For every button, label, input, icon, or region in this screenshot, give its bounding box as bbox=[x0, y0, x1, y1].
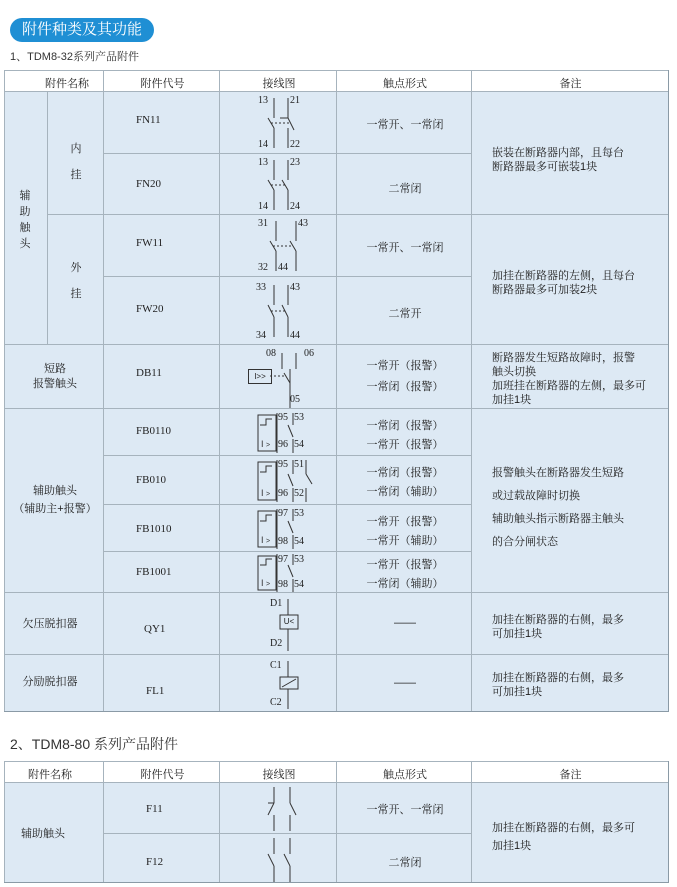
fb1001-code: FB1001 bbox=[136, 566, 172, 578]
fn11-terminal-top-left: 13 bbox=[258, 95, 268, 106]
row-db11-code bbox=[103, 344, 220, 409]
fb1001-terminal-top-right: 53 bbox=[294, 554, 304, 565]
row-db11-diagram bbox=[219, 344, 337, 409]
remark-db-1: 断路器发生短路故障时，报警 bbox=[492, 352, 635, 364]
remark-qy-1: 加挂在断路器的右侧，最多 bbox=[492, 614, 624, 626]
row-fw11-code bbox=[103, 214, 220, 277]
t2-header-contact-cell bbox=[336, 761, 472, 782]
fw20-terminal-top-right: 43 bbox=[290, 282, 300, 293]
qy1-contact: —— bbox=[394, 617, 416, 629]
t2-header-code: 附件代号 bbox=[140, 769, 185, 781]
fb010-contact-2: 一常闭（辅助） bbox=[366, 486, 444, 498]
row-fb1001-diagram bbox=[219, 551, 337, 593]
remark-fb-3: 辅助触头指示断路器主触头 bbox=[492, 513, 624, 525]
remark-fb-1: 报警触头在断路器发生短路 bbox=[492, 467, 624, 479]
fb0110-contact-symbol bbox=[258, 411, 318, 455]
fb0110-contact-2: 一常开（报警） bbox=[366, 439, 444, 451]
row-fb010-code bbox=[103, 455, 220, 505]
remark-db-3: 加班挂在断路器的左侧，最多可 bbox=[492, 380, 646, 392]
row-qy1-code bbox=[103, 592, 220, 655]
t2-header-diagram-cell bbox=[219, 761, 337, 782]
remark-inner-cell bbox=[471, 91, 668, 215]
row-fb0110-code bbox=[103, 408, 220, 456]
fw20-terminal-bottom-right: 44 bbox=[290, 330, 300, 341]
t2-header-diagram: 接线图 bbox=[262, 769, 296, 781]
t2-row-f11-diagram bbox=[219, 782, 337, 834]
row-fl1-code bbox=[103, 654, 220, 711]
db11-box-label: I>> bbox=[254, 372, 266, 381]
fn11-contact-symbol bbox=[266, 98, 306, 148]
db11-terminal-top-right: 06 bbox=[304, 348, 314, 359]
remark-inner-2: 断路器最多可嵌装1块 bbox=[492, 161, 598, 173]
row-fn20-diagram bbox=[219, 153, 337, 215]
row-fn20-code bbox=[103, 153, 220, 215]
fw20-terminal-top-left: 33 bbox=[256, 282, 266, 293]
row-fb1010-code bbox=[103, 504, 220, 552]
remark-fl-2: 可加挂1块 bbox=[492, 686, 543, 698]
qy1-terminal-top: D1 bbox=[270, 598, 283, 609]
remark-outer-cell bbox=[471, 214, 668, 345]
t2-row-f11-contact bbox=[336, 782, 472, 834]
remark-db-cell bbox=[471, 344, 668, 409]
t2-row-f12-diagram bbox=[219, 833, 337, 882]
banner-title: 附件种类及其功能 bbox=[10, 18, 154, 42]
db11-code: DB11 bbox=[136, 367, 162, 379]
undervoltage-name-cell bbox=[4, 592, 104, 655]
fn20-terminal-bottom-left: 14 bbox=[258, 201, 268, 212]
fw11-code: FW11 bbox=[136, 237, 164, 249]
row-qy1-diagram bbox=[219, 592, 337, 655]
t2-f11-contact-symbol bbox=[264, 787, 304, 831]
fb1001-terminal-top-left: 97 bbox=[278, 554, 288, 565]
header-diagram: 接线图 bbox=[262, 78, 296, 90]
outer-mount-label: 外挂 bbox=[70, 262, 82, 300]
svg-text:I: I bbox=[261, 488, 264, 498]
fb1001-terminal-bottom-left: 98 bbox=[278, 579, 288, 590]
fl1-contact: —— bbox=[394, 677, 416, 689]
fb010-code: FB010 bbox=[136, 474, 166, 486]
remark-qy-cell bbox=[471, 592, 668, 655]
alarm-name-line2: 报警触头 bbox=[33, 378, 77, 390]
remark-fb-4: 的合分闸状态 bbox=[492, 536, 558, 548]
section1-title: 1、TDM8-32系列产品附件 bbox=[10, 51, 139, 63]
header-diagram-cell bbox=[219, 70, 337, 91]
t2-header-contact: 触点形式 bbox=[383, 769, 427, 781]
aux-contact-name-cell bbox=[4, 91, 48, 345]
fb1001-terminal-bottom-right: 54 bbox=[294, 579, 304, 590]
t2-remark-cell bbox=[471, 782, 668, 882]
remark-inner-1: 嵌装在断路器内部，且每台 bbox=[492, 147, 624, 159]
remark-db-4: 加挂1块 bbox=[492, 394, 532, 406]
fb010-contact-1: 一常闭（报警） bbox=[366, 467, 444, 479]
db11-contact-1: 一常开（报警） bbox=[366, 360, 444, 372]
fw11-contact-symbol bbox=[266, 221, 312, 271]
remark-fb-cell bbox=[471, 408, 668, 593]
fl1-terminal-top: C1 bbox=[270, 660, 282, 671]
fb1010-terminal-top-right: 53 bbox=[294, 508, 304, 519]
row-fw20-diagram bbox=[219, 276, 337, 345]
alarm-name-line1: 短路 bbox=[44, 363, 66, 375]
fb0110-terminal-bottom-right: 54 bbox=[294, 439, 304, 450]
fw20-contact-symbol bbox=[266, 285, 306, 337]
row-fn11-contact bbox=[336, 91, 472, 154]
fb1001-contact-symbol bbox=[258, 553, 318, 593]
db11-contact-2: 一常闭（报警） bbox=[366, 381, 444, 393]
fw20-terminal-bottom-left: 34 bbox=[256, 330, 266, 341]
row-qy1-contact bbox=[336, 592, 472, 655]
aux-alarm-name-line1: 辅助触头 bbox=[33, 485, 77, 497]
svg-text:I: I bbox=[261, 535, 264, 545]
header-contact: 触点形式 bbox=[383, 78, 427, 90]
row-fb010-contact bbox=[336, 455, 472, 505]
row-fw11-contact bbox=[336, 214, 472, 277]
t2-header-name: 附件名称 bbox=[28, 769, 72, 781]
row-fb1001-code bbox=[103, 551, 220, 593]
svg-text:>: > bbox=[266, 538, 271, 545]
fn20-contact-symbol bbox=[266, 160, 306, 210]
fn20-code: FN20 bbox=[136, 178, 162, 190]
db11-terminal-bottom: 05 bbox=[290, 394, 300, 405]
t2-aux-name: 辅助触头 bbox=[21, 828, 65, 840]
header-contact-cell bbox=[336, 70, 472, 91]
t2-f11-code: F11 bbox=[146, 803, 163, 815]
t2-remark-1: 加挂在断路器的右侧，最多可 bbox=[492, 822, 635, 834]
remark-qy-2: 可加挂1块 bbox=[492, 628, 543, 640]
db11-terminal-top-left: 08 bbox=[266, 348, 276, 359]
fb010-terminal-bottom-right: 52 bbox=[294, 488, 304, 499]
fb0110-code: FB0110 bbox=[136, 425, 172, 437]
fl1-terminal-bottom: C2 bbox=[270, 697, 282, 708]
fw20-contact: 二常开 bbox=[388, 308, 422, 320]
t2-header-remark-cell bbox=[471, 761, 668, 782]
fb010-terminal-top-right: 51 bbox=[294, 459, 304, 470]
shunt-release-name-cell bbox=[4, 654, 104, 711]
fb0110-terminal-top-left: 95 bbox=[278, 412, 288, 423]
svg-text:>: > bbox=[266, 581, 271, 588]
fw11-terminal-bottom-left: 32 bbox=[258, 262, 268, 273]
fb1010-code: FB1010 bbox=[136, 523, 172, 535]
section2-title: 2、TDM8-80 系列产品附件 bbox=[10, 736, 179, 752]
remark-db-2: 触头切换 bbox=[492, 366, 536, 378]
fw11-terminal-top-left: 31 bbox=[258, 218, 268, 229]
fb1010-terminal-bottom-right: 54 bbox=[294, 536, 304, 547]
fl1-code: FL1 bbox=[146, 685, 165, 697]
fb010-terminal-bottom-left: 96 bbox=[278, 488, 288, 499]
t2-f11-contact: 一常开、一常闭 bbox=[366, 804, 444, 816]
t2-aux-name-cell bbox=[4, 782, 104, 882]
qy1-code: QY1 bbox=[144, 623, 166, 635]
svg-text:I: I bbox=[261, 578, 264, 588]
t2-row-f12-contact bbox=[336, 833, 472, 882]
row-fl1-diagram bbox=[219, 654, 337, 711]
fn11-terminal-bottom-left: 14 bbox=[258, 139, 268, 150]
row-fb1001-contact bbox=[336, 551, 472, 593]
qy1-box-label: U< bbox=[283, 617, 295, 626]
db11-trip-box bbox=[248, 369, 272, 384]
fb1010-contact-symbol bbox=[258, 507, 318, 551]
aux-contact-name: 辅助触头 bbox=[19, 190, 31, 250]
remark-fl-1: 加挂在断路器的右侧，最多 bbox=[492, 672, 624, 684]
svg-text:>: > bbox=[266, 491, 271, 498]
fb010-contact-symbol bbox=[258, 458, 328, 504]
row-fb010-diagram bbox=[219, 455, 337, 505]
t2-f12-code: F12 bbox=[146, 856, 164, 868]
row-fb0110-contact bbox=[336, 408, 472, 456]
aux-alarm-name-line2: （辅助主+报警） bbox=[13, 503, 97, 515]
fw20-code: FW20 bbox=[136, 303, 164, 315]
fw11-contact: 一常开、一常闭 bbox=[366, 242, 444, 254]
fn20-terminal-bottom-right: 24 bbox=[290, 201, 300, 212]
fb1001-contact-2: 一常闭（辅助） bbox=[366, 578, 444, 590]
inner-mount-label: 内挂 bbox=[70, 143, 82, 181]
header-remark-cell bbox=[471, 70, 668, 91]
inner-mount-cell bbox=[47, 91, 104, 215]
row-fw11-diagram bbox=[219, 214, 337, 277]
t2-row-f11-code bbox=[103, 782, 220, 834]
t2-header-remark: 备注 bbox=[559, 769, 582, 781]
svg-text:>: > bbox=[266, 442, 271, 449]
fb1010-terminal-top-left: 97 bbox=[278, 508, 288, 519]
fb010-terminal-top-left: 95 bbox=[278, 459, 288, 470]
fn11-terminal-top-right: 21 bbox=[290, 95, 300, 106]
fn11-contact: 一常开、一常闭 bbox=[366, 119, 444, 131]
accessories-table-tdm8-80 bbox=[4, 761, 669, 883]
t2-f12-contact-symbol bbox=[264, 838, 304, 882]
row-fl1-contact bbox=[336, 654, 472, 711]
fn11-code: FN11 bbox=[136, 114, 161, 126]
fw11-terminal-top-right: 43 bbox=[298, 218, 308, 229]
row-fb0110-diagram bbox=[219, 408, 337, 456]
fb0110-terminal-top-right: 53 bbox=[294, 412, 304, 423]
fn20-contact: 二常闭 bbox=[388, 183, 422, 195]
fl1-coil-symbol bbox=[276, 659, 306, 711]
shunt-release-name: 分励脱扣器 bbox=[22, 676, 78, 688]
row-fn11-code bbox=[103, 91, 220, 154]
t2-row-f12-code bbox=[103, 833, 220, 882]
remark-outer-1: 加挂在断路器的左侧，且每台 bbox=[492, 270, 635, 282]
alarm-contact-name-cell bbox=[4, 344, 104, 409]
fb1010-terminal-bottom-left: 98 bbox=[278, 536, 288, 547]
aux-alarm-name-cell bbox=[4, 408, 104, 593]
t2-header-code-cell bbox=[103, 761, 220, 782]
header-name: 附件名称 bbox=[45, 78, 89, 90]
outer-mount-cell bbox=[47, 214, 104, 345]
t2-f12-contact: 二常闭 bbox=[388, 857, 422, 869]
row-fb1010-contact bbox=[336, 504, 472, 552]
svg-text:I: I bbox=[261, 439, 264, 449]
fb1010-contact-2: 一常开（辅助） bbox=[366, 535, 444, 547]
fb1001-contact-1: 一常开（报警） bbox=[366, 559, 444, 571]
fn20-terminal-top-right: 23 bbox=[290, 157, 300, 168]
qy1-terminal-bottom: D2 bbox=[270, 638, 283, 649]
fw11-terminal-bottom-right: 44 bbox=[278, 262, 288, 273]
row-fn11-diagram bbox=[219, 91, 337, 154]
fb1010-contact-1: 一常开（报警） bbox=[366, 516, 444, 528]
row-fw20-code bbox=[103, 276, 220, 345]
remark-fl-cell bbox=[471, 654, 668, 711]
row-fw20-contact bbox=[336, 276, 472, 345]
t2-remark-2: 加挂1块 bbox=[492, 840, 532, 852]
db11-contact-symbol bbox=[270, 349, 310, 409]
undervoltage-name: 欠压脱扣器 bbox=[22, 618, 78, 630]
fn20-terminal-top-left: 13 bbox=[258, 157, 268, 168]
header-code-cell bbox=[103, 70, 220, 91]
fn11-terminal-bottom-right: 22 bbox=[290, 139, 300, 150]
t2-header-name-cell bbox=[4, 761, 104, 782]
row-fn20-contact bbox=[336, 153, 472, 215]
header-remark: 备注 bbox=[559, 78, 582, 90]
accessories-table-tdm8-32 bbox=[4, 70, 669, 712]
fb0110-contact-1: 一常闭（报警） bbox=[366, 420, 444, 432]
header-code: 附件代号 bbox=[140, 78, 185, 90]
row-db11-contact bbox=[336, 344, 472, 409]
row-fb1010-diagram bbox=[219, 504, 337, 552]
remark-fb-2: 或过载故障时切换 bbox=[492, 490, 580, 502]
remark-outer-2: 断路器最多可加装2块 bbox=[492, 284, 598, 296]
fb0110-terminal-bottom-left: 96 bbox=[278, 439, 288, 450]
